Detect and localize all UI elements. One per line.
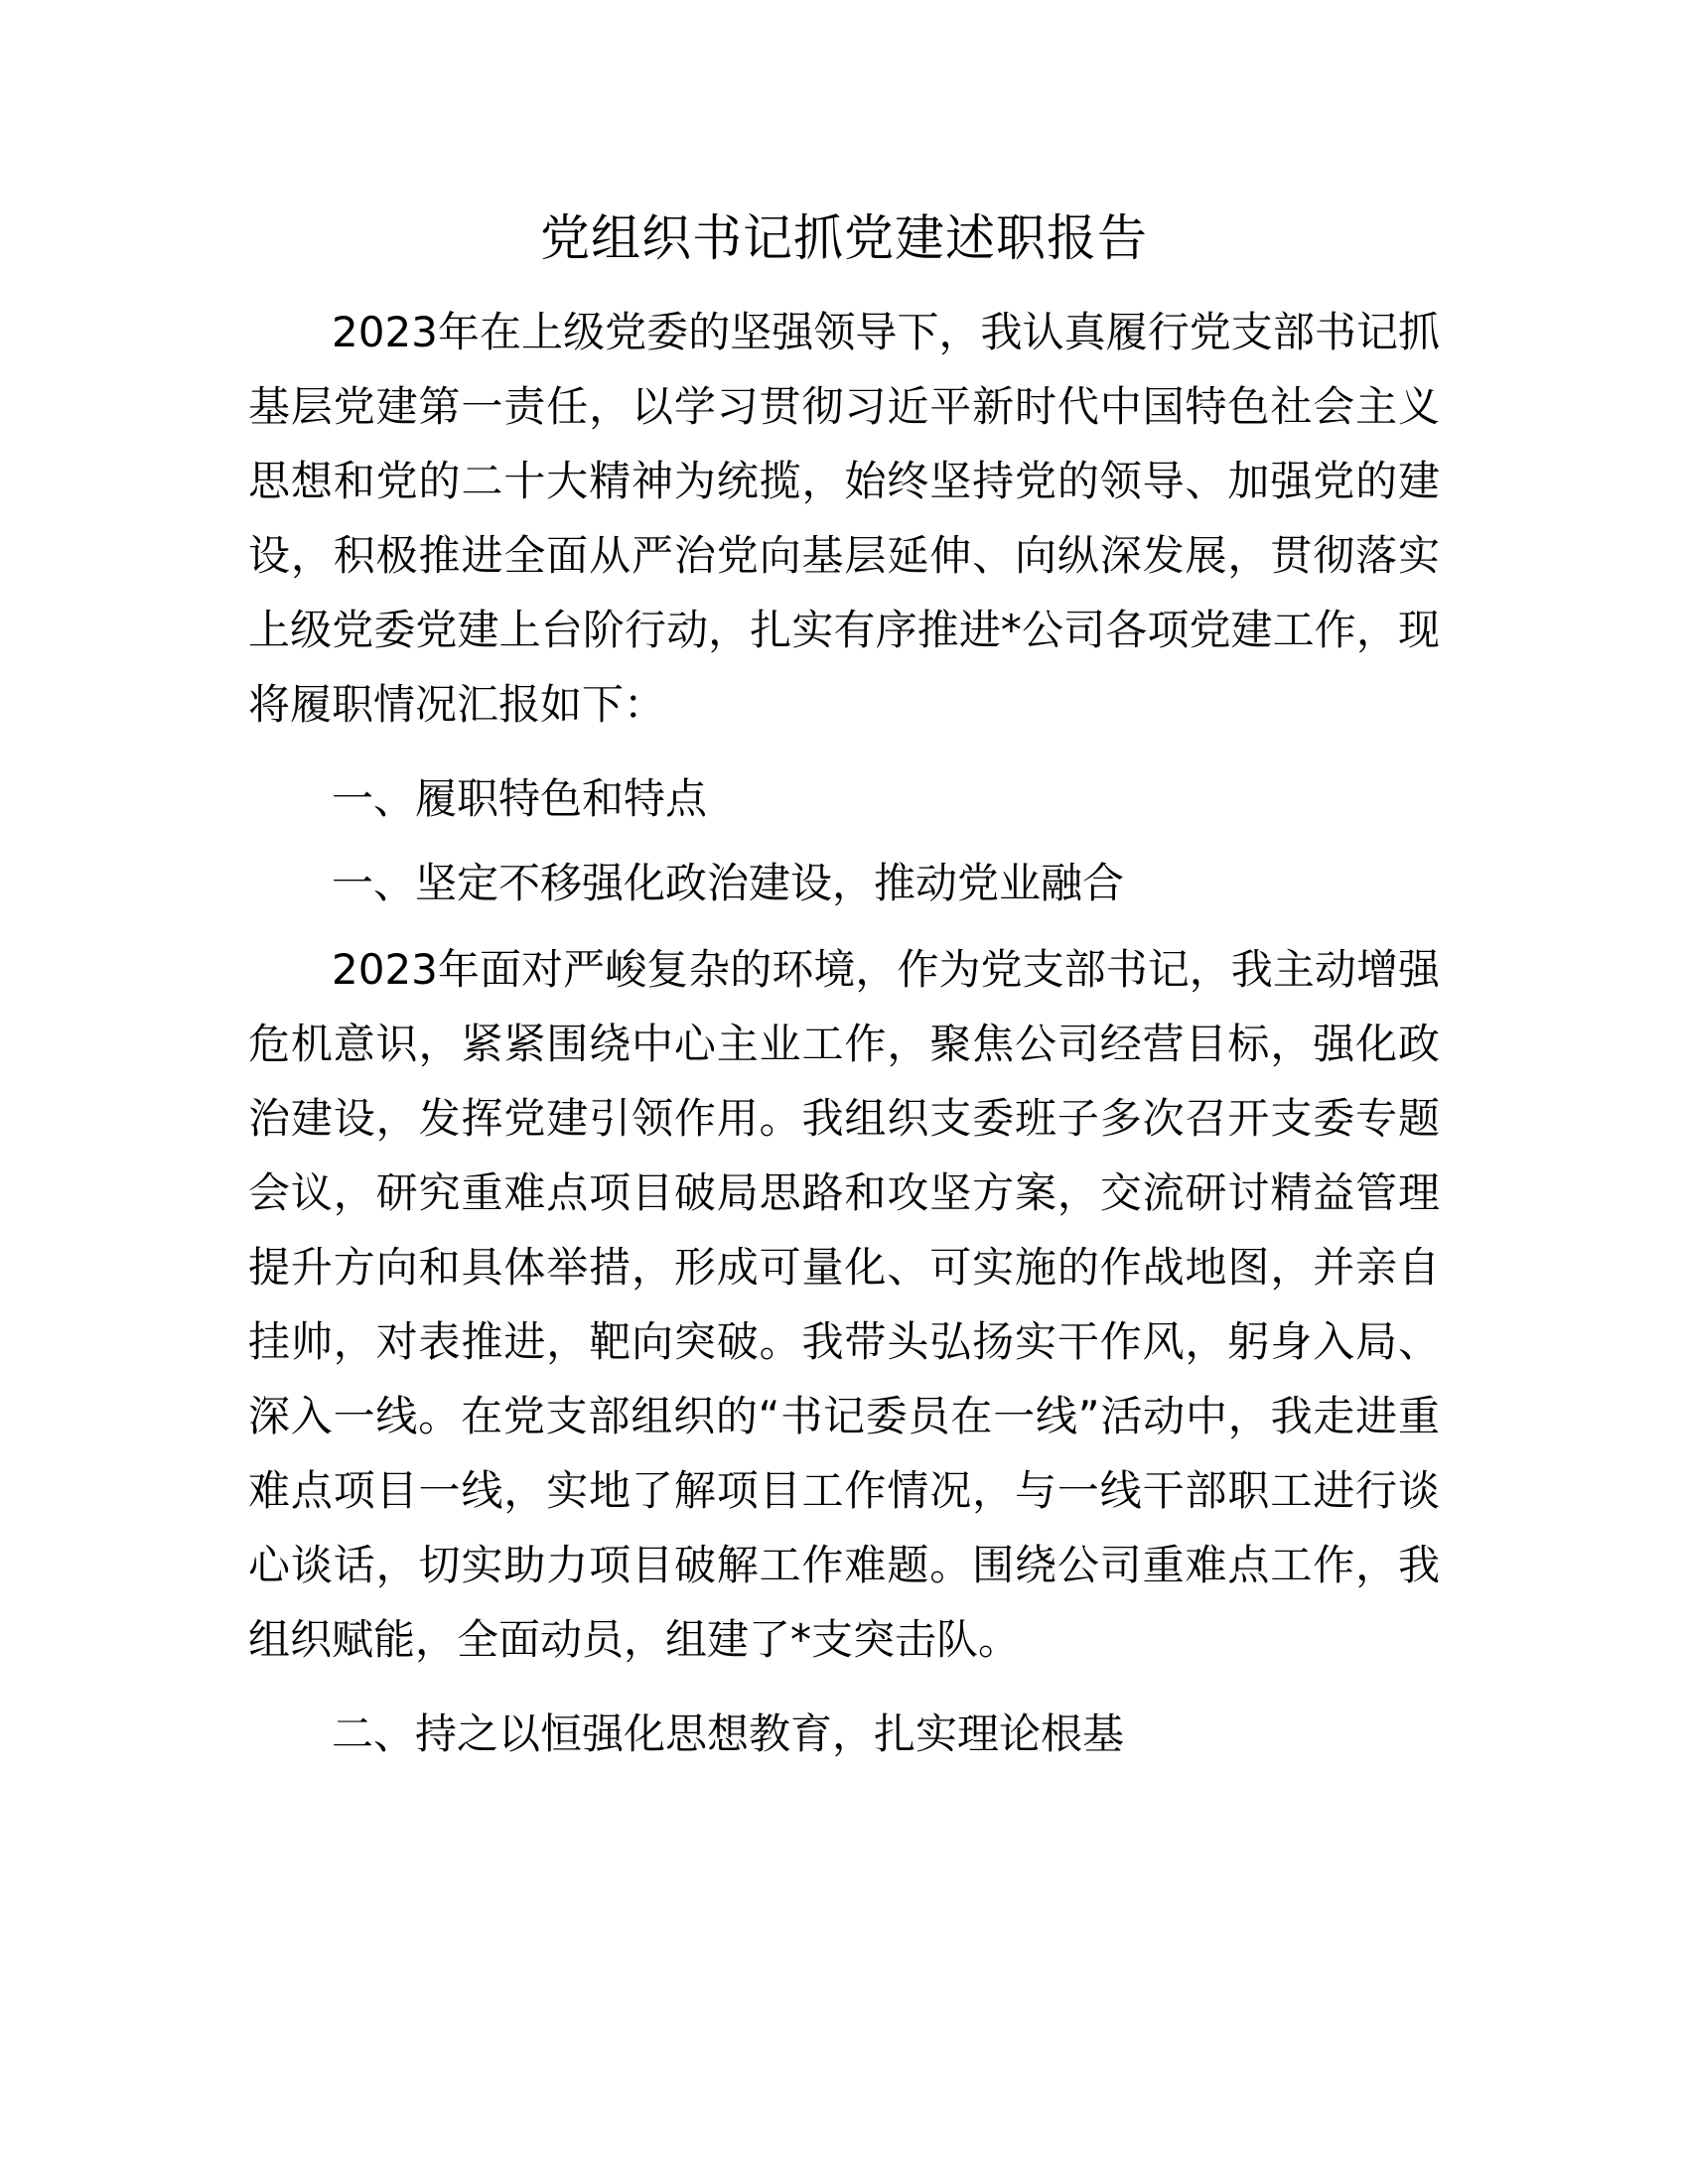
document-body xyxy=(248,199,1440,1771)
subheading-political-building: 一、坚定不移强化政治建设，推动党业融合 xyxy=(332,859,1125,907)
subheading-ideological-education: 二、持之以恒强化思想教育，扎实理论根基 xyxy=(332,1709,1125,1758)
body-paragraph: 2023年面对严峻复杂的环境，作为党支部书记，我主动增强危机意识，紧紧围绕中心主业工作，聚焦公司经营目标，强化政治建设，发挥党建引领作用。我组织支委班子多次召开支委专题会议，研究重难点项目破局思路和攻坚方案，交流研讨精益管理提升方向和具体举措，形成可量化、可实施的作战地图，并亲自挂帅，对表推进，靶向突破。我带头弘扬实干作风，躬身入局、深入一线。在党支部组织的“书记委员在一线”活动中，我走进重难点项目一线，实地了解项目工作情况，与一线干部职工进行谈心谈话，切实助力项目破解工作难题。围绕公司重难点工作，我组织赋能，全面动员，组建了*支突击队。 xyxy=(248,945,1440,1664)
section-heading: 一、履职特色和特点 xyxy=(332,774,708,823)
intro-paragraph: 2023年在上级党委的坚强领导下，我认真履行党支部书记抓基层党建第一责任，以学习贯彻习近平新时代中国特色社会主义思想和党的二十大精神为统揽，始终坚持党的领导、加强党的建设，积极推进全面从严治党向基层延伸、向纵深发展，贯彻落实上级党委党建上台阶行动，扎实有序推进*公司各项党建工作，现将履职情况汇报如下： xyxy=(248,308,1440,729)
document-title: 党组织书记抓党建述职报告 xyxy=(540,209,1148,267)
